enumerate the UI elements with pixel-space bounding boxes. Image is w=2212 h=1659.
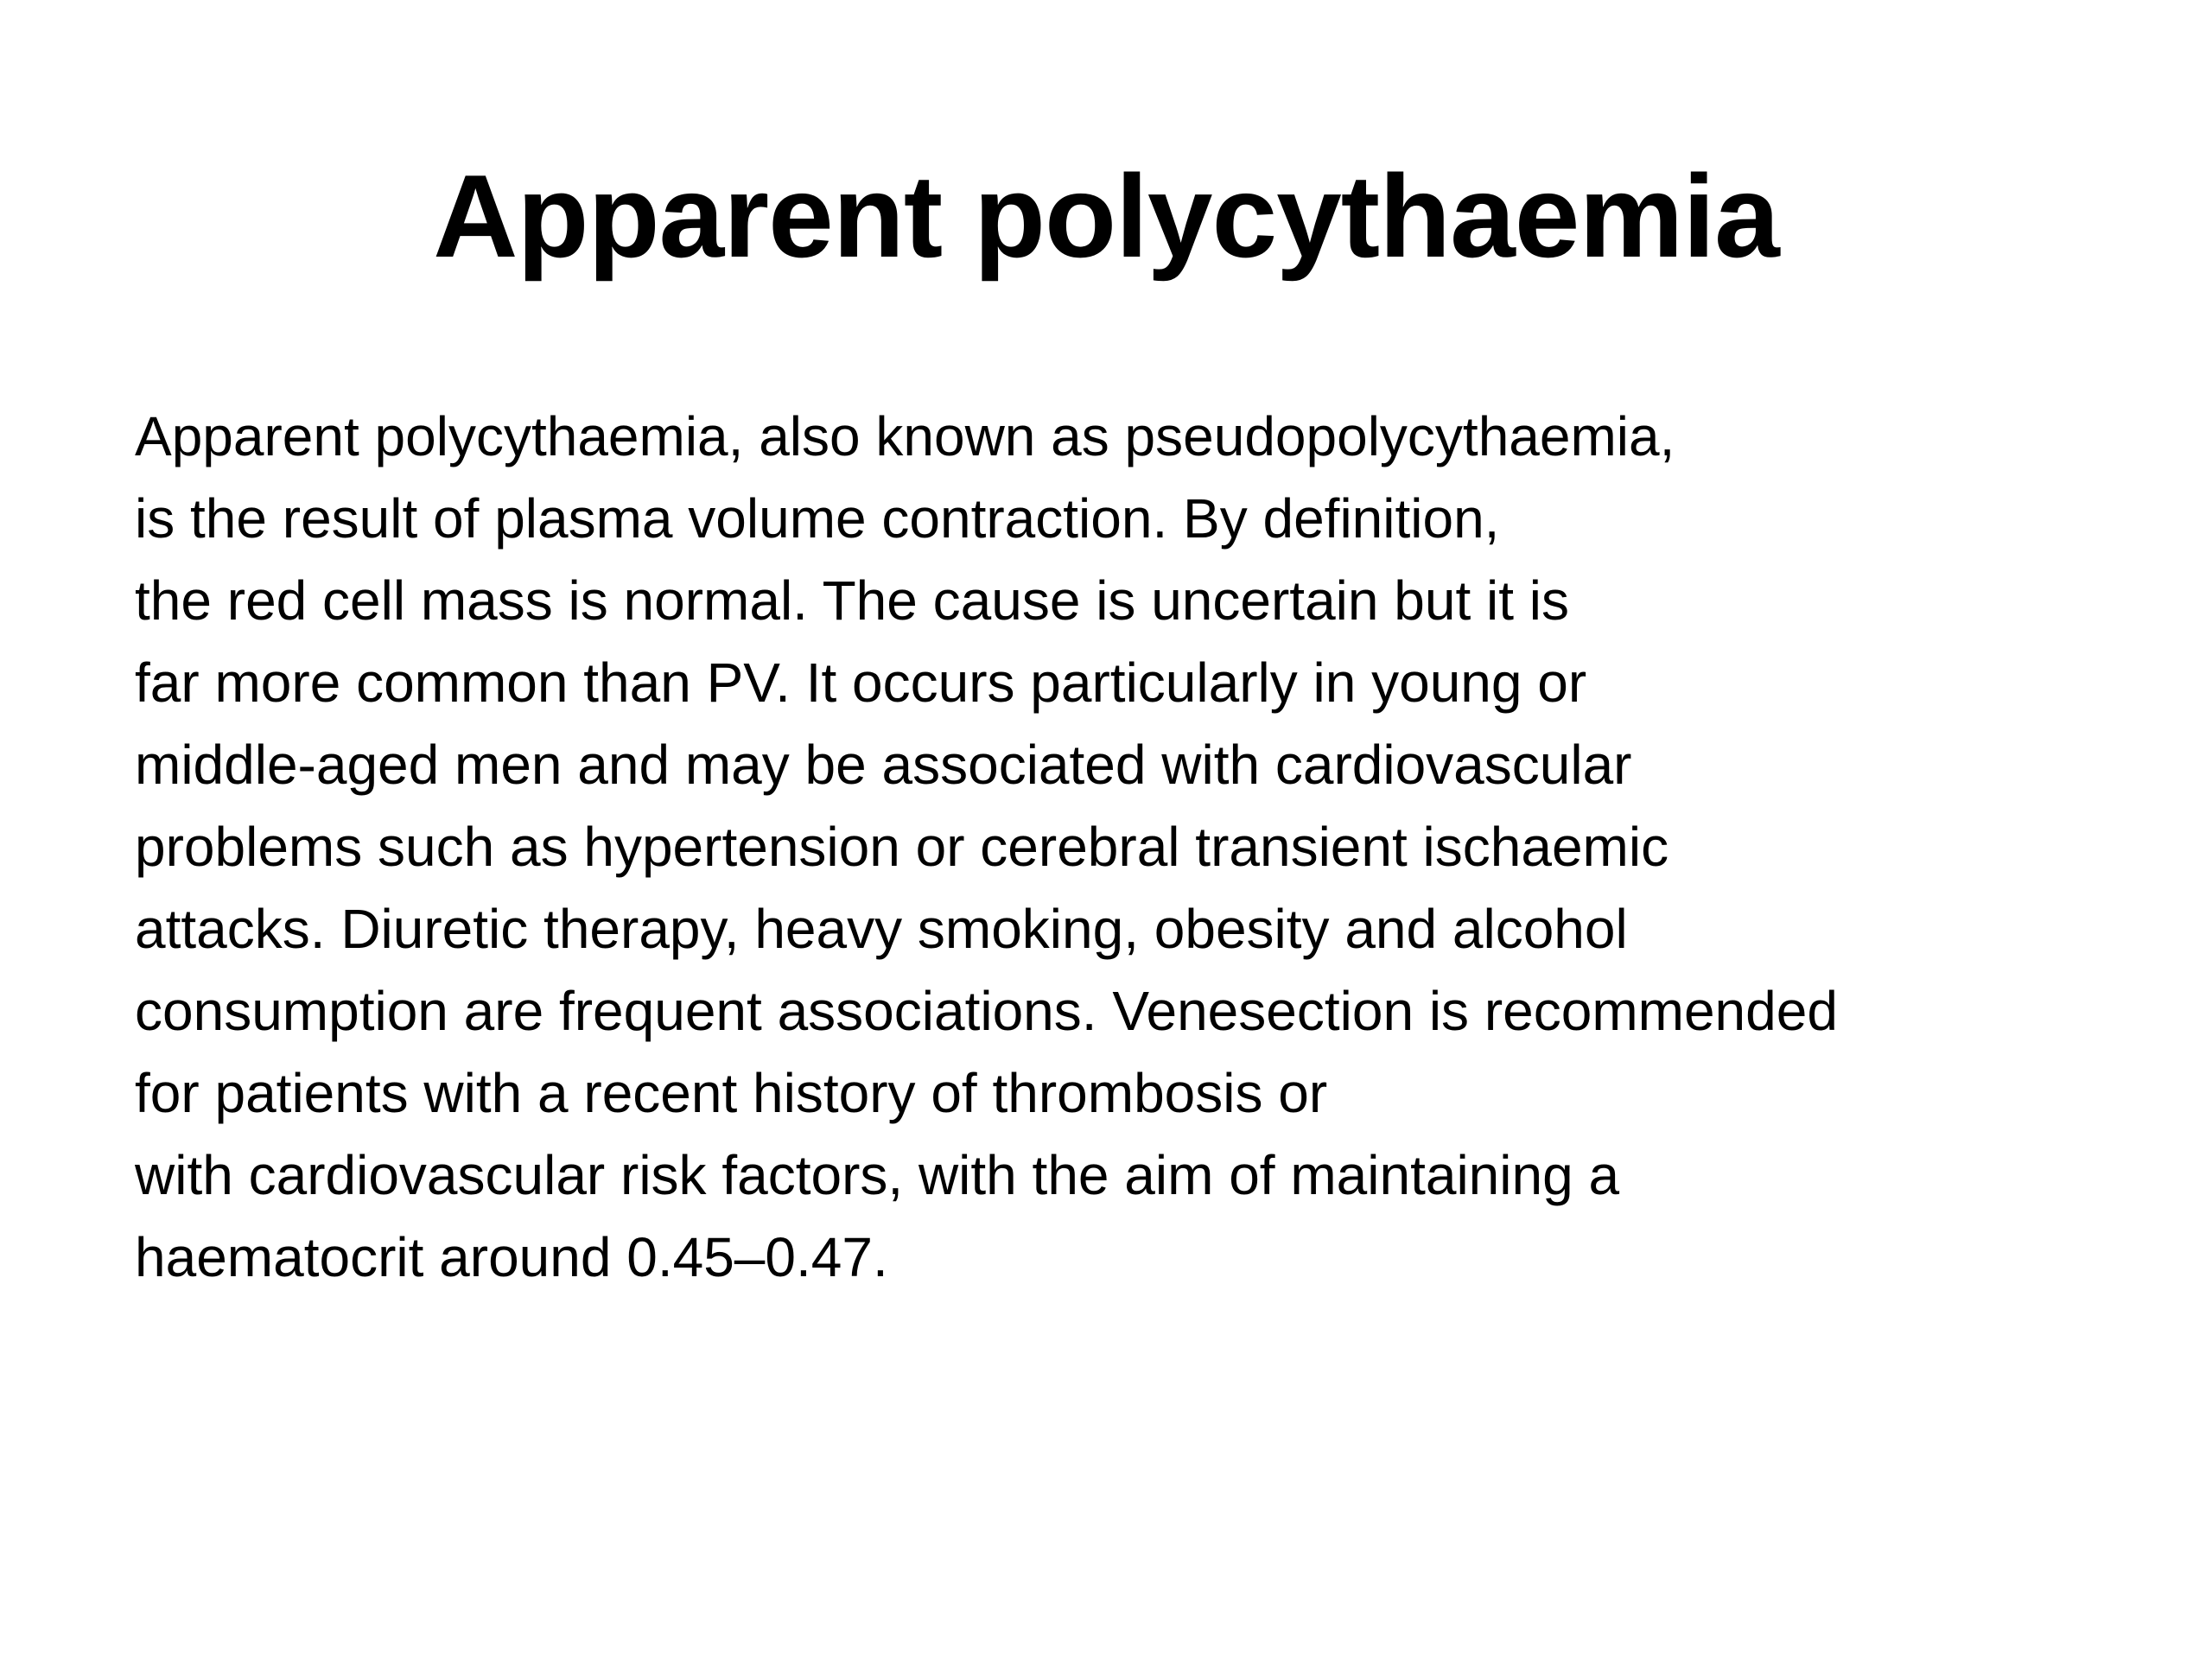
body-line: far more common than PV. It occurs particularly in young or bbox=[135, 652, 1587, 714]
body-line: with cardiovascular risk factors, with the aim of maintaining a bbox=[135, 1144, 1620, 1206]
body-line: Apparent polycythaemia, also known as pseudopolycythaemia, bbox=[135, 405, 1675, 467]
body-line: for patients with a recent history of thrombosis or bbox=[135, 1062, 1328, 1124]
slide-body-text bbox=[135, 396, 2157, 1299]
body-line: consumption are frequent associations. Venesection is recommended bbox=[135, 980, 1838, 1042]
body-line: problems such as hypertension or cerebral transient ischaemic bbox=[135, 816, 1669, 878]
body-line: haematocrit around 0.45–0.47. bbox=[135, 1226, 888, 1288]
body-line: the red cell mass is normal. The cause is uncertain but it is bbox=[135, 569, 1569, 632]
body-line: is the result of plasma volume contraction. By definition, bbox=[135, 487, 1500, 550]
body-line: middle-aged men and may be associated with cardiovascular bbox=[135, 734, 1632, 796]
slide-title: Apparent polycythaemia bbox=[433, 150, 1779, 282]
body-line: attacks. Diuretic therapy, heavy smoking, obesity and alcohol bbox=[135, 898, 1628, 960]
